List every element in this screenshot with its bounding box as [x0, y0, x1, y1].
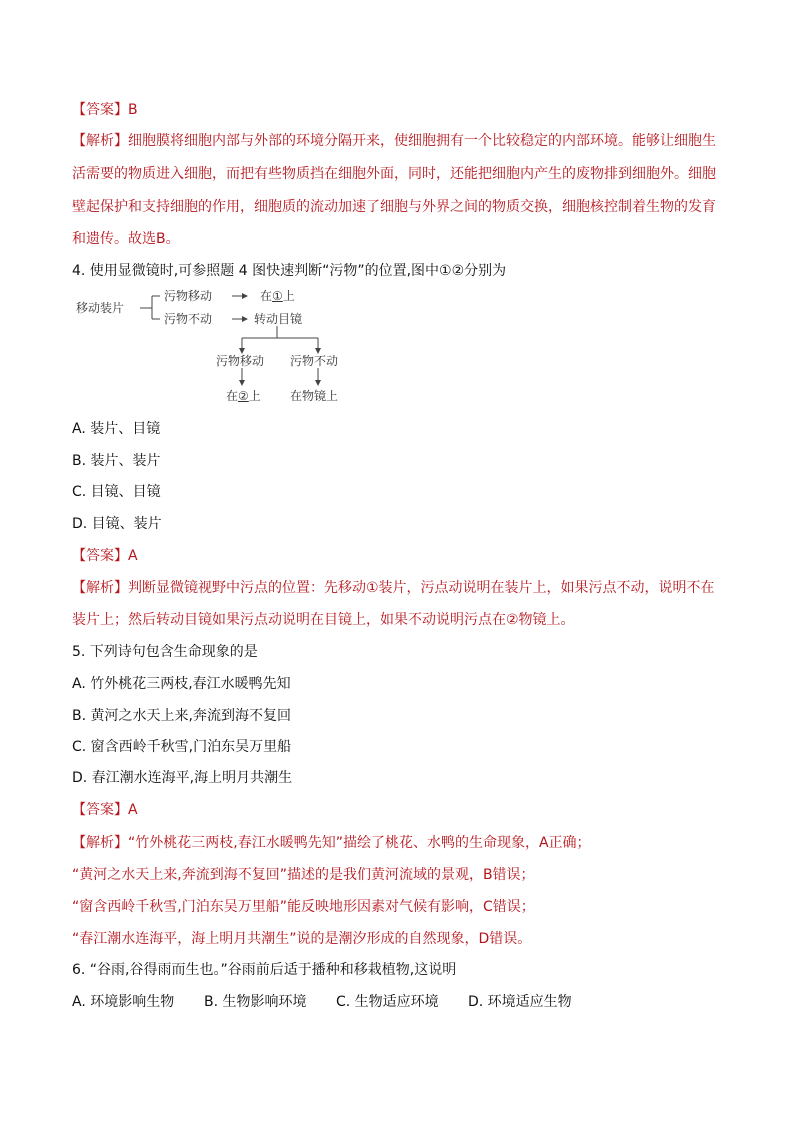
q5-analysis-line-4: “春江潮水连海平，海上明月共潮生”说的是潮汐形成的自然现象，D错误。	[72, 931, 532, 947]
q5-analysis-line-1	[72, 833, 591, 853]
analysis-text: 细胞膜将细胞内部与外部的环境分隔开来，使细胞拥有一个比较稳定的内部环境。能够让细胞生	[128, 133, 716, 149]
flow-sub-result-2: 在物镜上	[290, 389, 339, 403]
q4-option-c: C. 目镜、目镜	[72, 484, 161, 500]
flow-result-1: 在①上	[260, 289, 295, 303]
q4-flowchart	[72, 286, 372, 408]
analysis-label: 【解析】	[72, 133, 128, 149]
q5-option-b: B. 黄河之水天上来,奔流到海不复回	[72, 708, 291, 724]
q3-answer-line	[72, 100, 138, 120]
blank-2: ②	[238, 389, 249, 403]
flow-branch-2: 污物不动	[164, 312, 213, 326]
q3-analysis-line-1	[72, 131, 716, 151]
flow-sub-result-1: 在②上	[226, 389, 261, 403]
q4-option-b: B. 装片、装片	[72, 453, 161, 469]
q6-option-d: D. 环境适应生物	[468, 994, 572, 1010]
q3-analysis-line-2: 活需要的物质进入细胞，而把有些物质挡在细胞外面，同时，还能把细胞内产生的废物排到细胞外。细胞	[72, 166, 716, 182]
answer-label: 【答案】	[72, 102, 128, 118]
flow-result-2: 转动目镜	[254, 312, 303, 326]
answer-value: A	[128, 802, 138, 818]
q4-answer-line	[72, 546, 138, 566]
q5-analysis-line-3: “窗含西岭千秋雪,门泊东吴万里船”能反映地形因素对气候有影响，C错误；	[72, 899, 535, 915]
answer-value: B	[128, 102, 138, 118]
q5-option-c: C. 窗含西岭千秋雪,门泊东吴万里船	[72, 739, 292, 755]
flow-branch-1: 污物移动	[164, 289, 213, 303]
answer-label: 【答案】	[72, 802, 128, 818]
answer-value: A	[128, 548, 138, 564]
q5-option-d: D. 春江潮水连海平,海上明月共潮生	[72, 770, 293, 786]
q5-analysis-line-2: “黄河之水天上来,奔流到海不复回”描述的是我们黄河流域的景观，B错误；	[72, 867, 535, 883]
q6-stem: 6. “谷雨,谷得雨而生也。”谷雨前后适于播种和移栽植物,这说明	[72, 962, 457, 978]
analysis-text: 判断显微镜视野中污点的位置：先移动①装片，污点动说明在装片上，如果污点不动，说明不在	[128, 580, 715, 596]
q5-option-a: A. 竹外桃花三两枝,春江水暖鸭先知	[72, 676, 291, 692]
analysis-text: “竹外桃花三两枝,春江水暖鸭先知”描绘了桃花、水鸭的生命现象，A正确；	[128, 835, 591, 851]
flow-sub-2: 污物不动	[290, 354, 339, 368]
flow-root: 移动装片	[76, 301, 125, 315]
blank-1: ①	[272, 289, 283, 303]
analysis-label: 【解析】	[72, 835, 128, 851]
q4-analysis-line-2: 装片上；然后转动目镜如果污点动说明在目镜上，如果不动说明污点在②物镜上。	[72, 612, 575, 628]
flow-sub-1: 污物移动	[216, 354, 265, 368]
q6-option-a: A. 环境影响生物	[72, 994, 175, 1010]
q3-analysis-line-4: 和遗传。故选B。	[72, 231, 180, 247]
q4-analysis-line-1	[72, 578, 715, 598]
answer-label: 【答案】	[72, 548, 128, 564]
q5-answer-line	[72, 800, 138, 820]
q4-option-a: A. 装片、目镜	[72, 421, 161, 437]
q4-option-d: D. 目镜、装片	[72, 516, 162, 532]
q6-option-c: C. 生物适应环境	[336, 994, 439, 1010]
q5-stem: 5. 下列诗句包含生命现象的是	[72, 644, 258, 660]
q3-analysis-line-3: 壁起保护和支持细胞的作用，细胞质的流动加速了细胞与外界之间的物质交换，细胞核控制着生物的发育	[72, 199, 716, 215]
analysis-label: 【解析】	[72, 580, 128, 596]
q6-option-b: B. 生物影响环境	[204, 994, 307, 1010]
q4-stem: 4. 使用显微镜时,可参照题 4 图快速判断“污物”的位置,图中①②分别为	[72, 263, 507, 279]
